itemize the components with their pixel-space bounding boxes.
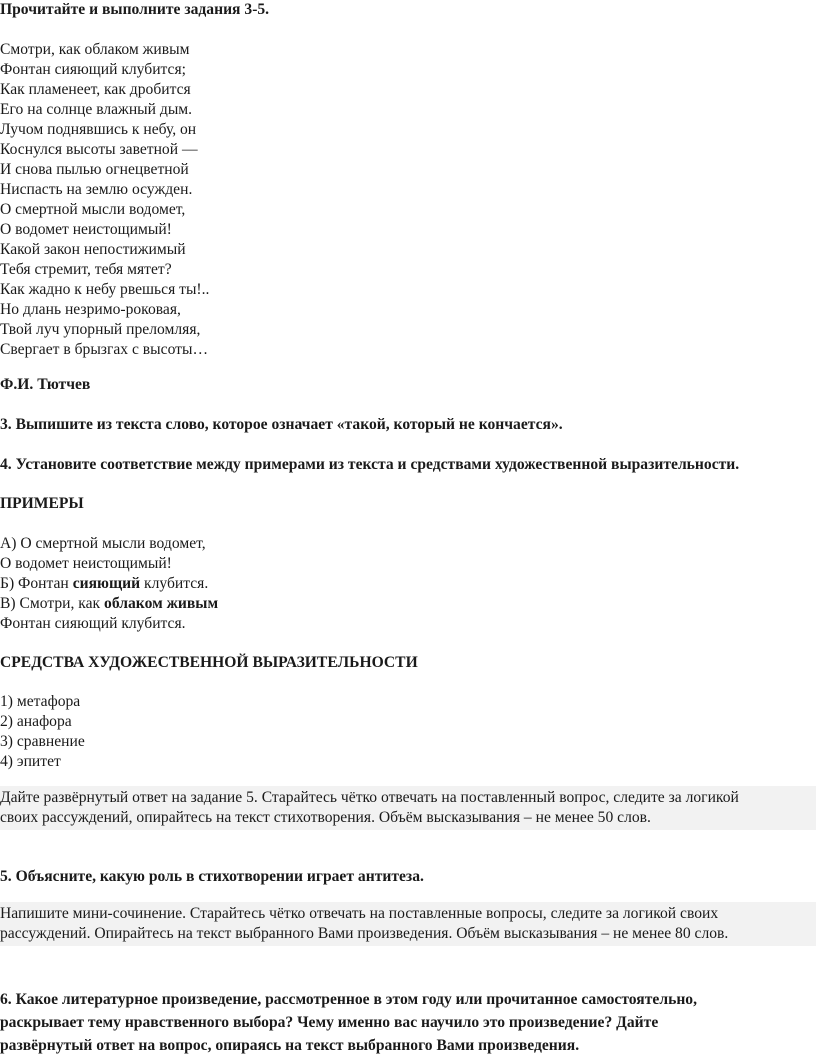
poem-line: Его на солнце влажный дым.	[0, 101, 193, 118]
poem-line: Но длань незримо-роковая,	[0, 301, 181, 318]
instruction-5-block	[0, 786, 816, 830]
poem-line: Фонтан сияющий клубится;	[0, 61, 186, 78]
means-item: 3) сравнение	[0, 733, 85, 750]
poem-line: Какой закон непостижимый	[0, 241, 186, 258]
example-v-highlight: облаком живым	[104, 595, 219, 612]
instructions-heading: Прочитайте и выполните задания 3-5.	[0, 1, 270, 18]
poem-line: Тебя стремит, тебя мятет?	[0, 261, 172, 278]
poem-line: Твой луч упорный преломляя,	[0, 321, 201, 338]
poem-line: Свергает в брызгах с высоты…	[0, 341, 209, 358]
poem-line: Лучом поднявшись к небу, он	[0, 121, 197, 138]
task-6-line: развёрнутый ответ на вопрос, опираясь на текст выбранного Вами произведения.	[0, 1037, 580, 1054]
example-b-text-end: клубится.	[140, 575, 209, 592]
instruction-6-block	[0, 902, 816, 946]
example-v-text: В) Смотри, как	[0, 595, 105, 612]
example-a-line-1: А) О смертной мысли водомет,	[0, 535, 206, 552]
instruction-5-line: Дайте развёрнутый ответ на задание 5. Старайтесь чётко отвечать на поставленный вопрос, следите за логикой	[0, 789, 739, 806]
poem-line: Коснулся высоты заветной —	[0, 141, 198, 158]
task-6-line: 6. Какое литературное произведение, рассмотренное в этом году или прочитанное самостоятельно,	[0, 991, 698, 1008]
task-4: 4. Установите соответствие между примерами из текста и средствами художественной выразительности.	[0, 456, 740, 473]
task-5: 5. Объясните, какую роль в стихотворении играет антитеза.	[0, 868, 424, 885]
instruction-6-line: рассуждений. Опирайтесь на текст выбранного Вами произведения. Объём высказывания – не менее 80 слов.	[0, 925, 729, 942]
means-item: 1) метафора	[0, 693, 81, 710]
poem-line: Ниспасть на землю осужден.	[0, 181, 193, 198]
instruction-6-line: Напишите мини-сочинение. Старайтесь чётко отвечать на поставленные вопросы, следите за логикой своих	[0, 905, 719, 922]
example-a-line-2: О водомет неистощимый!	[0, 555, 172, 572]
task-6-line: раскрывает тему нравственного выбора? Чему именно вас научило это произведение? Дайте	[0, 1014, 659, 1031]
example-b-highlight: сияющий	[72, 575, 141, 592]
instruction-5-line: своих рассуждений, опирайтесь на текст стихотворения. Объём высказывания – не менее 50 слов.	[0, 809, 651, 826]
poem-line: Смотри, как облаком живым	[0, 41, 190, 58]
example-v-line-2: Фонтан сияющий клубится.	[0, 615, 186, 632]
examples-heading: ПРИМЕРЫ	[0, 495, 84, 512]
task-3: 3. Выпишите из текста слово, которое означает «такой, который не кончается».	[0, 416, 563, 433]
means-heading: СРЕДСТВА ХУДОЖЕСТВЕННОЙ ВЫРАЗИТЕЛЬНОСТИ	[0, 654, 418, 671]
means-item: 2) анафора	[0, 713, 72, 730]
poem-line: Как пламенеет, как дробится	[0, 81, 191, 98]
poem-author: Ф.И. Тютчев	[0, 376, 91, 393]
means-item: 4) эпитет	[0, 753, 61, 770]
poem-line: О водомет неистощимый!	[0, 221, 172, 238]
poem-line: Как жадно к небу рвешься ты!..	[0, 281, 210, 298]
poem-line: И снова пылью огнецветной	[0, 161, 189, 178]
poem-line: О смертной мысли водомет,	[0, 201, 186, 218]
example-b	[0, 574, 208, 594]
example-b-text: Б) Фонтан	[0, 575, 73, 592]
example-v	[0, 594, 218, 614]
